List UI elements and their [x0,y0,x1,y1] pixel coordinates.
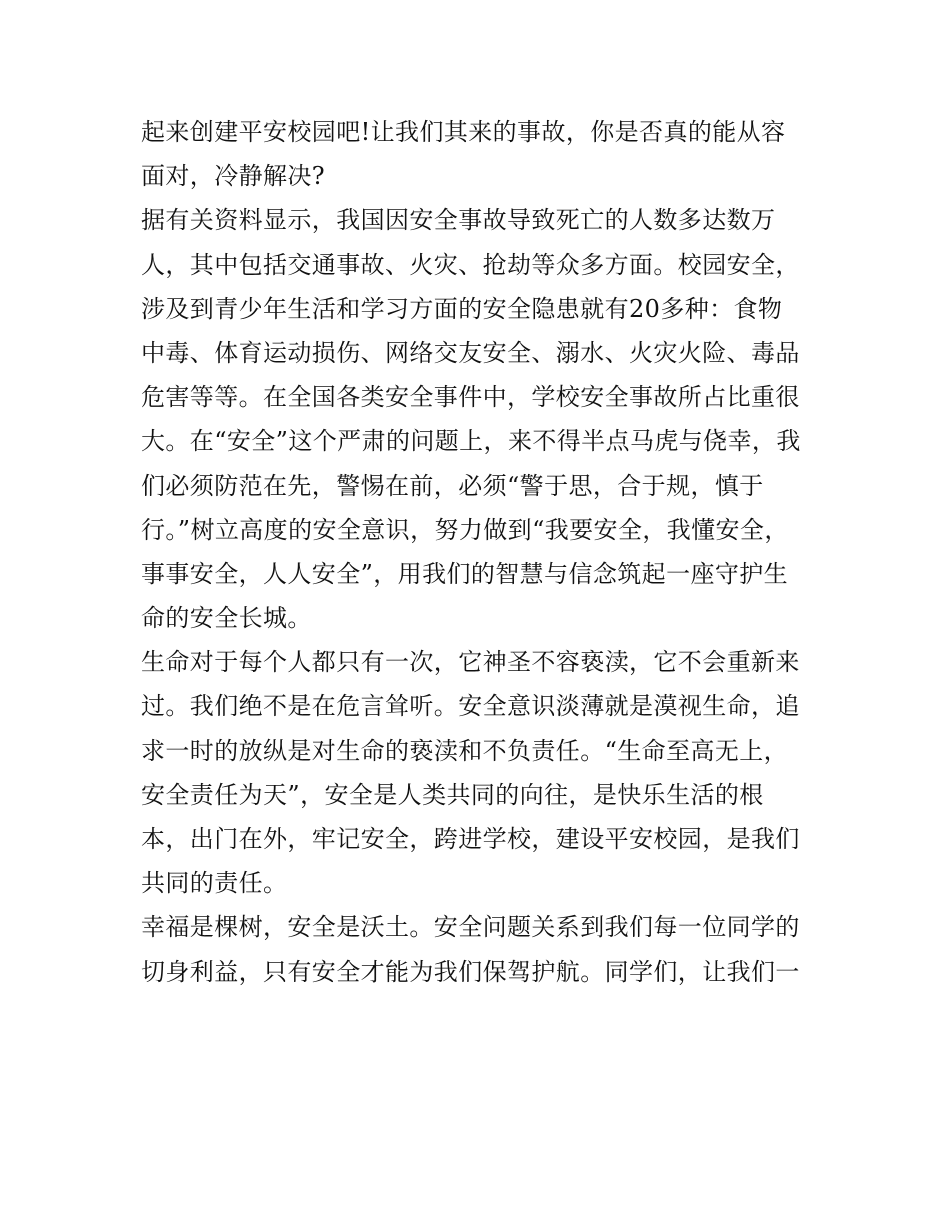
text-line: 大。在“安全”这个严肃的问题上，来不得半点马虎与侥幸，我 [141,427,801,456]
text-line: 过。我们绝不是在危言耸听。安全意识淡薄就是漠视生命，追 [141,692,800,721]
text-line: 涉及到青少年生活和学习方面的安全隐患就有20多种：食物 [141,294,783,323]
text-line: 命的安全长城。 [141,604,312,633]
text-line: 事事安全，人人安全”，用我们的智慧与信念筑起一座守护生 [141,559,789,588]
document-body [141,110,821,994]
text-line: 共同的责任。 [141,869,288,898]
text-line: 们必须防范在先，警惕在前，必须“警于思，合于规，慎于 [141,471,764,500]
text-line: 求一时的放纵是对生命的亵渎和不负责任。“生命至高无上， [141,736,789,765]
text-line: 中毒、体育运动损伤、网络交友安全、溺水、火灾火险、毒品 [141,338,800,367]
text-line: 安全责任为天”，安全是人类共同的向往，是快乐生活的根 [141,780,764,809]
text-line: 人，其中包括交通事故、火灾、抢劫等众多方面。校园安全， [141,250,800,279]
text-line: 幸福是棵树，安全是沃土。安全问题关系到我们每一位同学的 [141,913,800,942]
text-line: 危害等等。在全国各类安全事件中，学校安全事故所占比重很 [141,383,800,412]
text-line: 行。”树立高度的安全意识，努力做到“我要安全，我懂安全， [141,515,789,544]
text-line: 本，出门在外，牢记安全，跨进学校，建设平安校园，是我们 [141,825,800,853]
text-line: 面对，冷静解决? [141,162,326,191]
text-line: 生命对于每个人都只有一次，它神圣不容亵渎，它不会重新来 [141,648,800,677]
text-line: 切身利益，只有安全才能为我们保驾护航。同学们，让我们一 [141,957,800,986]
text-line: 起来创建平安校园吧!让我们其来的事故，你是否真的能从容 [141,118,786,146]
text-line: 据有关资料显示，我国因安全事故导致死亡的人数多达数万 [141,206,776,235]
